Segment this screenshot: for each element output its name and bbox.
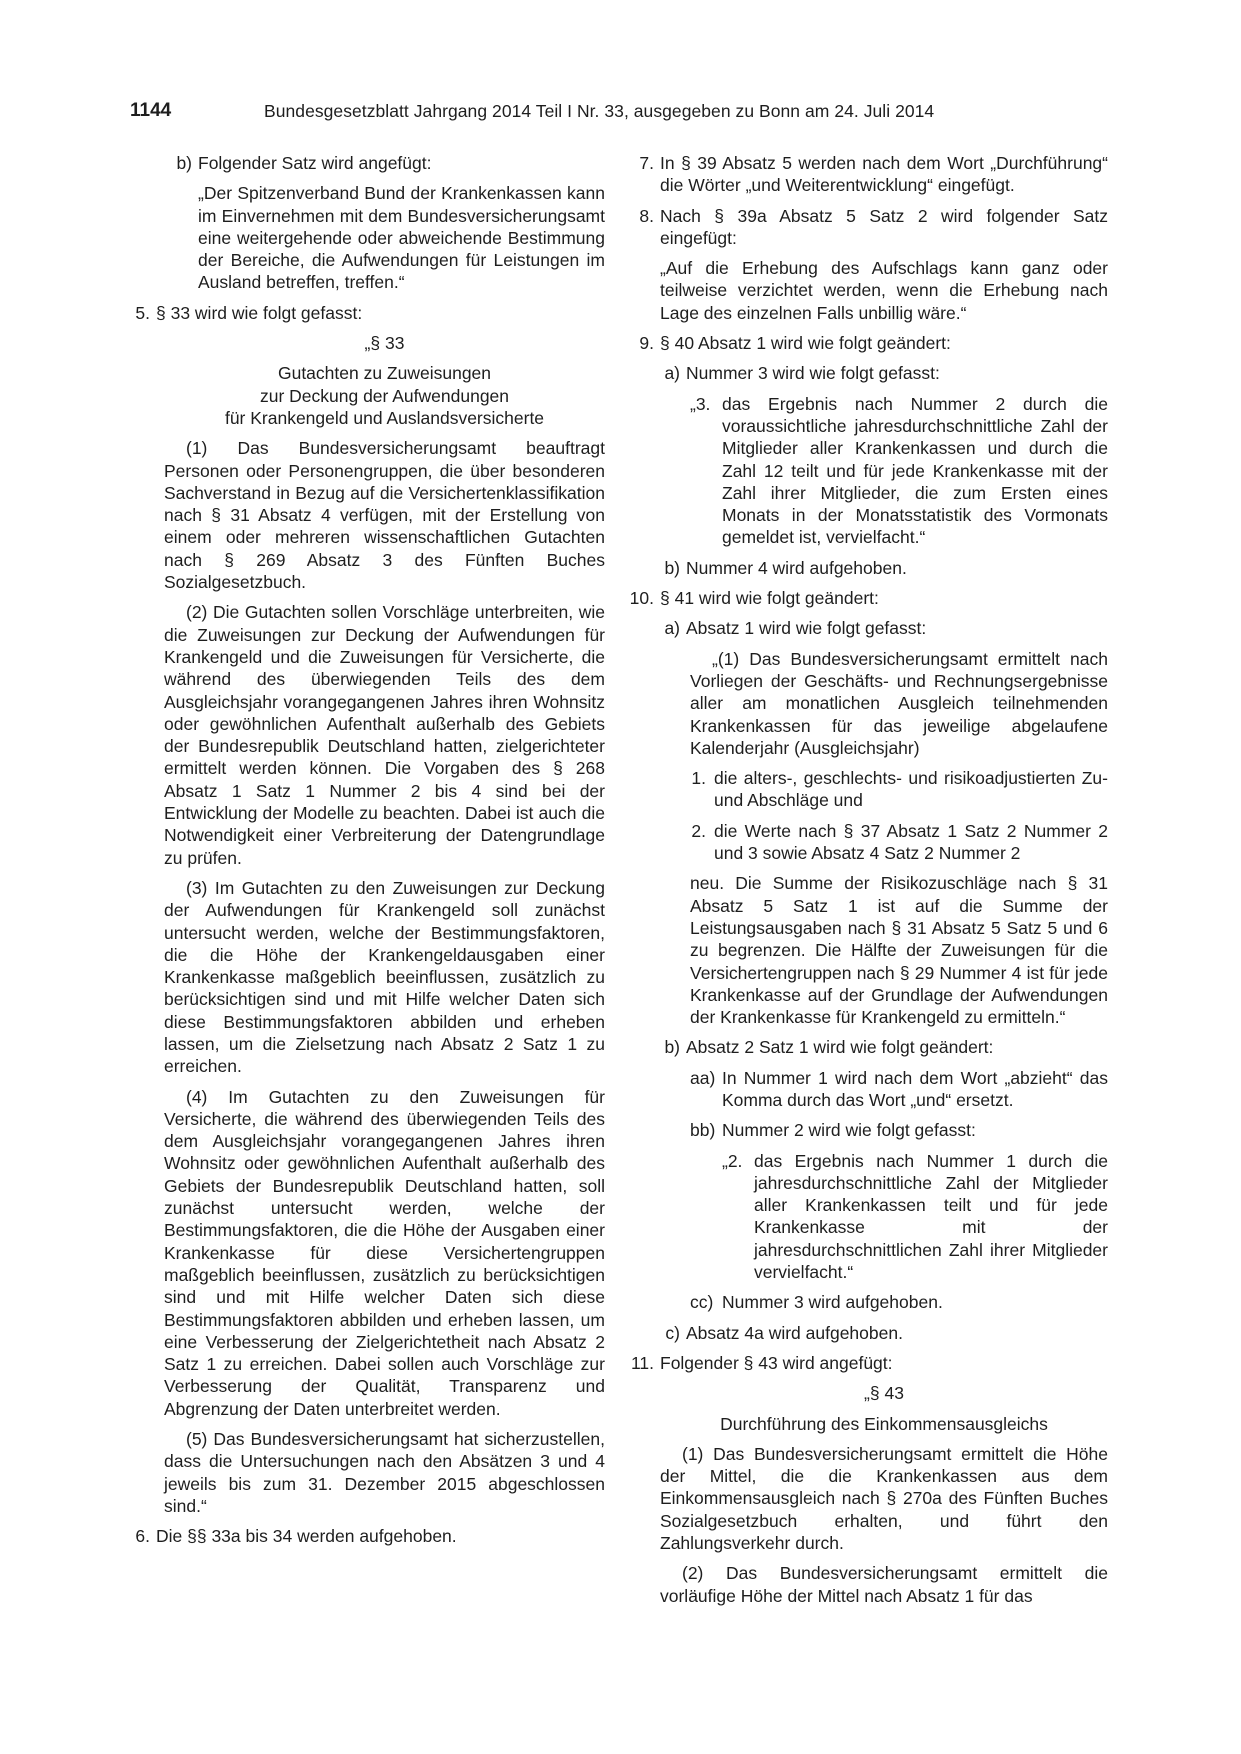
list-label: cc) [690, 1292, 714, 1313]
section-title: zur Deckung der Aufwendungen [259, 385, 510, 406]
list-label: c) [665, 1322, 680, 1343]
list-text: Folgender § 43 wird angefügt: [660, 1352, 893, 1373]
list-label: b) [176, 153, 192, 173]
paragraph: (1) Das Bundesversicherungsamt ermittelt die Höhe der Mittel, die die Krankenkassen aus dem Einkommensausgleich nach § 270a des Fünften Buches Sozialgesetzbuch erhalten, und führt den Zahlungsverkehr durch. [660, 1443, 1108, 1554]
quote-paragraph: „Der Spitzenverband Bund der Krankenkassen kann im Einvernehmen mit dem Bundesversicherungsamt eine weitergehende oder abweichende Bestimmung der Bereiche, die Aufwendungen für Leistungen im Ausland betreffen, treffen.“ [198, 183, 605, 293]
list-label: „2. [722, 1150, 743, 1171]
list-text: § 33 wird wie folgt gefasst: [156, 302, 363, 323]
list-text: die alters-, geschlechts- und risikoadjustierten Zu- und Abschläge und [714, 768, 1108, 811]
list-item [606, 587, 1108, 609]
paragraph: (3) Im Gutachten zu den Zuweisungen zur Deckung der Aufwendungen für Krankengeld soll zunächst untersucht werden, welche der Bestimmungsfaktoren, die die Höhe der Krankengeldausgaben einer Krankenkasse maßgeblich beeinflussen, zusätzlich zu berücksichtigen sind und mit Hilfe welcher Daten sich diese Bestimmungsfaktoren abbilden und erheben lassen, um die Zielsetzung nach Absatz 2 Satz 1 zu erreichen. [164, 877, 605, 1077]
list-text: Folgender Satz wird angefügt: [198, 153, 432, 173]
list-item [622, 205, 1108, 250]
list-text: das Ergebnis nach Nummer 1 durch die jahresdurchschnittliche Zahl der Mitglieder aller Krankenkassen teilt und für jede Krankenkasse mit der jahresdurchschnittlichen Zahl ihrer Mitglieder vervielfacht.“ [754, 1150, 1108, 1283]
list-label: 8. [639, 205, 654, 226]
paragraph: (2) Die Gutachten sollen Vorschläge unterbreiten, wie die Zuweisungen zur Deckung der Aufwendungen für Krankengeld und die Zuweisungen für Versicherte, die während des überwiegenden Teils des dem Ausgleichsjahr vorangegangenen Jahres ihren Wohnsitz oder gewöhnlichen Aufenthalt außerhalb des Gebiets der Bundesrepublik Deutschland hatten, zielgerichteter ermittelt werden können. Die Vorgaben des § 268 Absatz 1 Satz 1 Nummer 2 bis 4 sind bei der Entwicklung der Modelle zu beachten. Dabei ist auch die Notwendigkeit einer Verbreiterung der Datengrundlage zu prüfen. [164, 602, 605, 868]
list-item [690, 1119, 1108, 1141]
list-text: Nummer 3 wird aufgehoben. [722, 1292, 943, 1313]
list-label: 1. [691, 768, 706, 789]
list-item [690, 393, 1108, 549]
list-text: In § 39 Absatz 5 werden nach dem Wort „Durchführung“ die Wörter „und Weiterentwicklung“ eingefügt. [660, 153, 1108, 196]
list-item [660, 1036, 1108, 1058]
list-text: Nummer 3 wird wie folgt gefasst: [686, 363, 940, 384]
list-item [690, 1291, 1108, 1313]
list-label: aa) [690, 1067, 716, 1088]
paragraph: (5) Das Bundesversicherungsamt hat sicherzustellen, dass die Untersuchungen nach den Absätzen 3 und 4 jeweils bis zum 31. Dezember 2015 abgeschlossen sind.“ [164, 1429, 605, 1516]
list-item [622, 152, 1108, 197]
paragraph: neu. Die Summe der Risikozuschläge nach § 31 Absatz 5 Satz 1 ist auf die Summe der Leistungsausgaben nach § 31 Absatz 5 Satz 5 und 6 zu begrenzen. Die Hälfte der Zuweisungen für die Versichertengruppen nach § 29 Nummer 4 ist für jede Krankenkasse auf der Grundlage der Aufwendungen der Krankenkasse für Krankengeld zu ermitteln.“ [690, 873, 1108, 1028]
list-label: „3. [690, 393, 711, 414]
list-text: Nummer 4 wird aufgehoben. [686, 557, 907, 578]
list-text: das Ergebnis nach Nummer 2 durch die voraussichtliche jahresdurchschnittliche Zahl der Mitglieder aller Krankenkassen und durch die Zahl 12 teilt und für jede Krankenkasse mit der Zahl ihrer Mitglieder, die zum Ersten eines Monats in der Monatsstatistik des Vormonats gemeldet ist, vervielfacht.“ [722, 393, 1108, 548]
list-text: Absatz 1 wird wie folgt gefasst: [686, 618, 927, 639]
list-label: 5. [135, 302, 150, 323]
list-item [690, 820, 1108, 865]
right-column [622, 152, 1108, 1615]
list-label: a) [664, 363, 680, 384]
section-title: Durchführung des Einkommensausgleichs [720, 1413, 1048, 1434]
header-title: Bundesgesetzblatt Jahrgang 2014 Teil I Nr. 33, ausgegeben zu Bonn am 24. Juli 2014 [264, 101, 935, 121]
list-label: b) [664, 557, 680, 578]
list-text: Die §§ 33a bis 34 werden aufgehoben. [156, 1526, 457, 1547]
paragraph: (4) Im Gutachten zu den Zuweisungen für Versicherte, die während des überwiegenden Teils des dem Ausgleichsjahr vorangegangenen Jahres ihren Wohnsitz oder gewöhnlichen Aufenthalt außerhalb des Gebiets der Bundesrepublik Deutschland hatten, soll zunächst untersucht werden, welche der Bestimmungsfaktoren, die die Höhe der Ausgaben einer Krankenkasse für diese Versichertengruppen maßgeblich beeinflussen, zusätzlich zu berücksichtigen sind und mit Hilfe welcher Daten sich diese Bestimmungsfaktoren abbilden und erheben lassen, um eine Verbesserung der Zielgerichtetheit nach Absatz 2 Satz 1 zu erreichen. Dabei sollen auch Vorschläge zur Verbesserung der Qualität, Transparenz und Abgrenzung der Daten unterbreitet werden. [164, 1086, 605, 1419]
list-label: b) [664, 1037, 680, 1058]
list-label: bb) [690, 1120, 716, 1141]
list-text: In Nummer 1 wird nach dem Wort „abzieht“ das Komma durch das Wort „und“ ersetzt. [722, 1067, 1108, 1110]
list-text: die Werte nach § 37 Absatz 1 Satz 2 Nummer 2 und 3 sowie Absatz 4 Satz 2 Nummer 2 [714, 820, 1108, 864]
quote-paragraph: „Auf die Erhebung des Aufschlags kann ganz oder teilweise verzichtet werden, wenn die Erhebung nach Lage des einzelnen Falls unbillig wäre.“ [660, 258, 1108, 323]
page-number: 1144 [130, 100, 172, 121]
section-title: für Krankengeld und Auslandsversicherte [224, 407, 545, 428]
section-heading: „§ 33 [364, 333, 405, 354]
list-item [130, 302, 605, 324]
section-title: Gutachten zu Zuweisungen [277, 363, 492, 384]
paragraph: (1) Das Bundesversicherungsamt beauftragt Personen oder Personengruppen, die über besonderen Sachverstand in Bezug auf die Versichertenklassifikation nach § 31 Absatz 4 verfügen, mit der Erstellung von einem oder mehreren wissenschaftlichen Gutachten nach § 269 Absatz 3 des Fünften Buches Sozialgesetzbuch. [164, 438, 605, 593]
paragraph: (2) Das Bundesversicherungsamt ermittelt die vorläufige Höhe der Mittel nach Absatz 1 für das [660, 1563, 1108, 1606]
list-label: a) [664, 618, 680, 639]
list-item [130, 1525, 605, 1547]
list-text: § 40 Absatz 1 wird wie folgt geändert: [660, 333, 951, 354]
list-label: 11. [630, 1352, 654, 1373]
list-text: Nach § 39a Absatz 5 Satz 2 wird folgender Satz eingefügt: [660, 205, 1108, 248]
list-label: 10. [629, 588, 654, 609]
list-item [166, 152, 605, 174]
list-item [660, 617, 1108, 639]
list-item [690, 1067, 1108, 1112]
left-column [130, 152, 605, 1556]
list-item [660, 362, 1108, 384]
list-item [606, 1352, 1108, 1374]
list-label: 2. [691, 820, 706, 841]
list-item [660, 557, 1108, 579]
list-text: Absatz 4a wird aufgehoben. [686, 1322, 903, 1343]
list-label: 7. [639, 153, 654, 173]
list-label: 6. [135, 1526, 150, 1547]
quote-paragraph: „(1) Das Bundesversicherungsamt ermittelt nach Vorliegen der Geschäfts- und Rechnungsergebnisse aller am monatlichen Ausgleich teilnehmenden Krankenkassen für das jeweilige abgelaufene Kalenderjahr (Ausgleichsjahr) [690, 648, 1108, 758]
list-text: Absatz 2 Satz 1 wird wie folgt geändert: [686, 1037, 994, 1058]
list-text: § 41 wird wie folgt geändert: [660, 588, 879, 609]
list-item [690, 767, 1108, 812]
list-item [622, 332, 1108, 354]
list-text: Nummer 2 wird wie folgt gefasst: [722, 1120, 976, 1141]
list-item [660, 1322, 1108, 1344]
list-label: 9. [639, 333, 654, 354]
section-heading: „§ 43 [864, 1383, 904, 1404]
list-item [722, 1150, 1108, 1284]
